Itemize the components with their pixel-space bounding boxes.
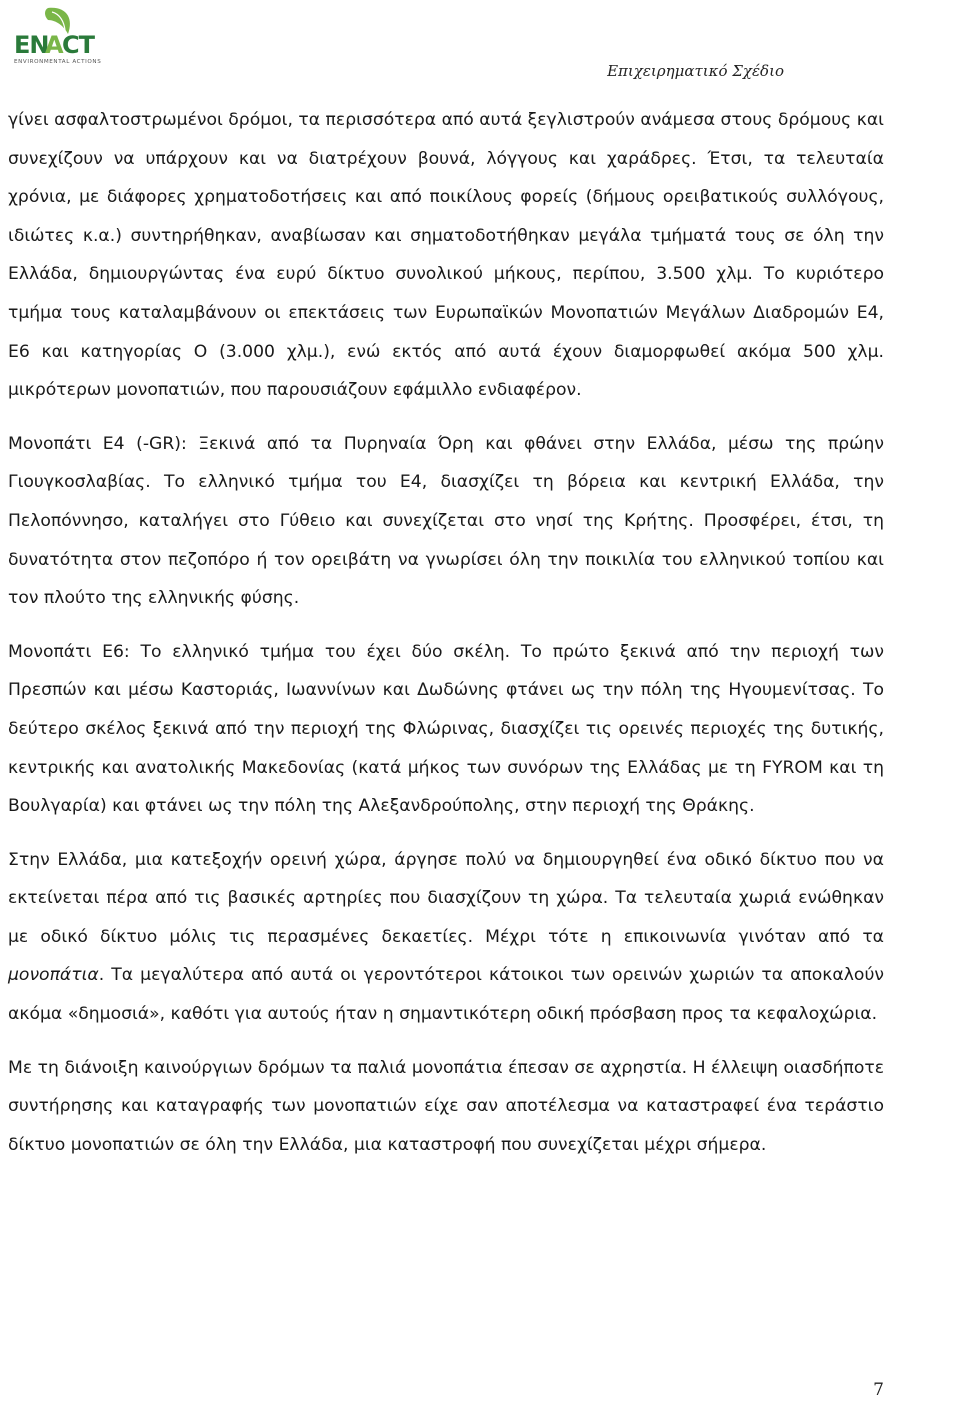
svg-text:EN: EN: [14, 31, 49, 59]
paragraph-e4: Μονοπάτι Ε4 (-GR): Ξεκινά από τα Πυρηναία Όρη και φθάνει στην Ελλάδα, μέσω της πρώην Γιουγκοσλαβίας. Το ελληνικό τμήμα του Ε4, διασχίζει τη βόρεια και κεντρική Ελλάδα, την Πελοπόννησο, καταλήγει στο Γύθειο και συνεχίζεται στο νησί της Κρήτης. Προσφέρει, έτσι, τη δυνατότητα στον πεζοπόρο ή τον ορειβάτη να γνωρίσει όλη την ποικιλία του ελληνικού τοπίου και τον πλούτο της ελληνικής φύσης.: [8, 433, 884, 609]
paragraph-e6: Μονοπάτι Ε6: Το ελληνικό τμήμα του έχει δύο σκέλη. Το πρώτο ξεκινά από την περιοχή των Πρεσπών και μέσω Καστοριάς, Ιωαννίνων και Δωδώνης φτάνει ως την πόλη της Ηγουμενίτσας. Το δεύτερο σκέλος ξεκινά από την περιοχή της Φλώρινας, διασχίζει τις ορεινές περιοχές της δυτικής, κεντρικής και ανατολικής Μακεδονίας (κατά μήκος των συνόρων της Ελλάδας με τη FYROM και τη Βουλγαρία) και φτάνει ως την πόλη της Αλεξανδρούπολης, στην περιοχή της Θράκης.: [8, 641, 884, 817]
document-title: Επιχειρηματικό Σχέδιο: [607, 62, 784, 80]
paragraph-road-network: [8, 841, 884, 1034]
document-body: [8, 101, 884, 1164]
paragraph-text: . Τα μεγαλύτερα από αυτά οι γεροντότεροι κάτοικοι των ορεινών χωριών τα αποκαλούν ακόμα «δημοσιά», καθότι για αυτούς ήταν η σημαντικότερη οδική πρόσβαση προς τα κεφαλοχώρια.: [8, 965, 884, 1025]
enact-logo: [8, 4, 104, 66]
emphasis-text: μονοπάτια: [8, 965, 99, 986]
paragraph-decline: Με τη διάνοιξη καινούργιων δρόμων τα παλιά μονοπάτια έπεσαν σε αχρηστία. Η έλλειψη οιασδήποτε συντήρησης και καταγραφής των μονοπατιών είχε σαν αποτέλεσμα να καταστραφεί ένα τεράστιο δίκτυο μονοπατιών σε όλη την Ελλάδα, μια καταστροφή που συνεχίζεται μέχρι σήμερα.: [8, 1057, 884, 1155]
svg-text:ENVIRONMENTAL ACTIONS: ENVIRONMENTAL ACTIONS: [14, 59, 102, 65]
paragraph-text: Στην Ελλάδα, μια κατεξοχήν ορεινή χώρα, άργησε πολύ να δημιουργηθεί ένα οδικό δίκτυο που να εκτείνεται πέρα από τις βασικές αρτηρίες που διασχίζουν τη χώρα. Τα τελευταία χωριά ενώθηκαν με οδικό δίκτυο μόλις τις περασμένες δεκαετίες. Μέχρι τότε η επικοινωνία γινόταν από τα: [8, 849, 884, 947]
svg-text:CT: CT: [62, 31, 94, 59]
paragraph: γίνει ασφαλτοστρωμένοι δρόμοι, τα περισσότερα από αυτά ξεγλιστρούν ανάμεσα στους δρόμους και συνεχίζουν να υπάρχουν και να διατρέχουν βουνά, λόγγους και χαράδρες. Έτσι, τα τελευταία χρόνια, με διάφορες χρηματοδοτήσεις και από ποικίλους φορείς (δήμους ορειβατικούς συλλόγους, ιδιώτες κ.α.) συντηρήθηκαν, αναβίωσαν και σηματοδοτήθηκαν μεγάλα τμήματά τους σε όλη την Ελλάδα, δημιουργώντας ένα ευρύ δίκτυο συνολικού μήκους, περίπου, 3.500 χλμ. Το κυριότερο τμήμα τους καταλαμβάνουν οι επεκτάσεις των Ευρωπαϊκών Μονοπατιών Μεγάλων Διαδρομών Ε4, Ε6 και κατηγορίας Ο (3.000 χλμ.), ενώ εκτός από αυτά έχουν διαμορφωθεί ακόμα 500 χλμ. μικρότερων μονοπατιών, που παρουσιάζουν εφάμιλλο ενδιαφέρον.: [8, 110, 884, 401]
svg-text:A: A: [45, 31, 63, 59]
page-number: 7: [873, 1380, 884, 1400]
